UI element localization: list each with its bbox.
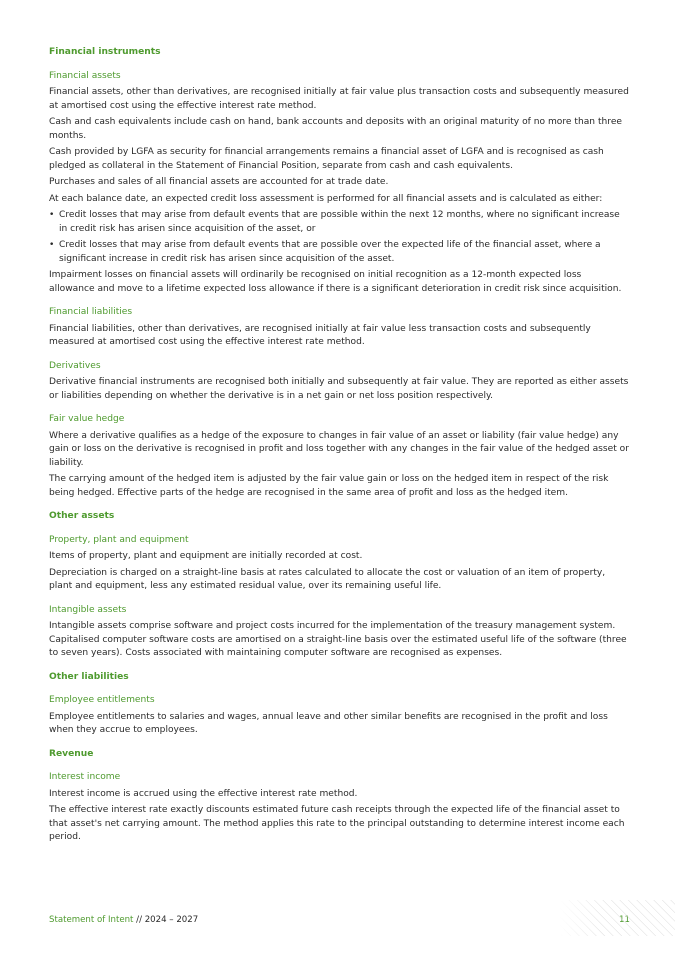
bullet-item [49,209,629,236]
decorative-hatch-pattern [560,900,675,936]
paragraph: Cash and cash equivalents include cash on hand, bank accounts and deposits with an original maturity of no more than three months. [49,117,623,141]
section-heading: Other assets [49,511,115,521]
bullet-text: Credit losses that may arise from default events that are possible over the expected life of the financial asset, where a significant increase in credit risk has arisen since acquisition of the asset. [59,240,601,264]
paragraph: Interest income is accrued using the effective interest rate method. [49,788,358,799]
paragraph: Derivative financial instruments are recognised both initially and subsequently at fair value. They are reported as either assets or liabilities depending on whether the derivative is in a net gain or net loss position respectively. [49,377,629,401]
paragraph: The carrying amount of the hedged item is adjusted by the fair value gain or loss on the hedged item in respect of the risk being hedged. Effective parts of the hedge are recognised in the same area of profit and loss as the hedged item. [49,474,609,498]
bullet-item [49,239,629,266]
subsection-heading: Fair value hedge [49,414,125,424]
footer [49,914,198,926]
paragraph: At each balance date, an expected credit loss assessment is performed for all financial assets and is calculated as either: [49,193,603,204]
paragraph: Financial liabilities, other than derivatives, are recognised initially at fair value less transaction costs and subsequently measured at amortised cost using the effective interest rate method. [49,323,591,347]
bullet-icon: • [49,210,55,220]
paragraph: Items of property, plant and equipment are initially recorded at cost. [49,551,363,561]
document-body [49,46,629,845]
paragraph: Impairment losses on financial assets will ordinarily be recognised on initial recognition as a 12-month expected loss allowance and move to a lifetime expected loss allowance if there is a significant deterioration in credit risk since acquisition. [49,270,622,294]
subsection-heading: Employee entitlements [49,695,155,705]
subsection-heading: Financial liabilities [49,307,133,317]
section-heading: Financial instruments [49,47,161,57]
subsection-heading: Interest income [49,772,121,782]
paragraph: Where a derivative qualifies as a hedge of the exposure to changes in fair value of an asset or liability (fair value hedge) any gain or loss on the derivative is recognised in profit and loss together with any changes in the fair value of the hedged asset or liability. [49,430,629,468]
paragraph: Depreciation is charged on a straight-line basis at rates calculated to allocate the cost or valuation of an item of property, plant and equipment, less any estimated residual value, over its remaining useful life. [49,567,606,591]
paragraph: Financial assets, other than derivatives, are recognised initially at fair value plus transaction costs and subsequently measured at amortised cost using the effective interest rate method. [49,87,629,111]
bullet-list [49,209,629,266]
footer-title: Statement of Intent [49,915,134,925]
bullet-icon: • [49,240,55,250]
footer-separator: // [133,915,145,925]
subsection-heading: Derivatives [49,360,101,371]
paragraph: Intangible assets comprise software and project costs incurred for the implementation of the treasury management system. Capitalised computer software costs are amortised on a straight-line basis over the estimated useful life of the software (three to seven years). Costs associated with maintaining computer software are recognised as expenses. [49,621,627,658]
section-heading: Revenue [49,748,94,759]
subsection-heading: Property, plant and equipment [49,534,189,545]
footer-years: 2024 – 2027 [144,915,199,925]
paragraph: The effective interest rate exactly discounts estimated future cash receipts through the expected life of the financial asset to that asset's net carrying amount. The method applies this rate to the principal outstanding to determine interest income each period. [49,805,625,842]
subsection-heading: Intangible assets [49,604,127,615]
bullet-text: Credit losses that may arise from default events that are possible within the next 12 months, where no significant increase in credit risk has arisen since acquisition of the asset, or [59,210,620,234]
paragraph: Cash provided by LGFA as security for financial arrangements remains a financial asset of LGFA and is recognised as cash pledged as collateral in the Statement of Financial Position, separate from cash and cash equivalents. [49,147,604,171]
paragraph: Purchases and sales of all financial assets are accounted for at trade date. [49,177,389,187]
paragraph: Employee entitlements to salaries and wages, annual leave and other similar benefits are recognised in the profit and loss when they accrue to employees. [49,711,608,735]
subsection-heading: Financial assets [49,70,121,81]
section-heading: Other liabilities [49,671,129,682]
